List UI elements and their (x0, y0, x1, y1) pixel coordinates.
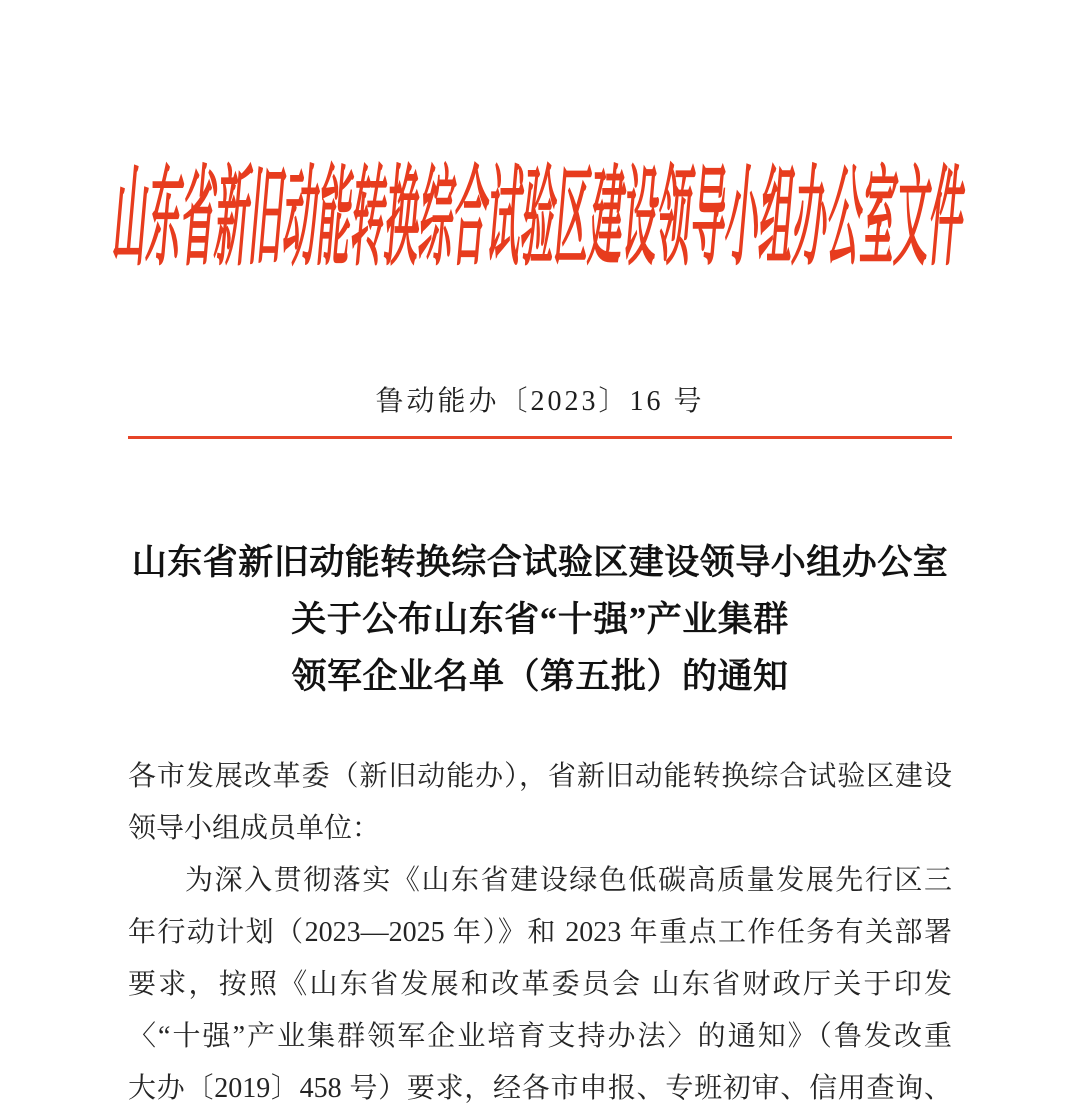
document-title (128, 534, 952, 705)
salutation-line-2: 领导小组成员单位： (128, 813, 381, 844)
title-line-3: 领军企业名单（第五批）的通知 (291, 657, 789, 696)
paragraph-line-4: 〈“十强”产业集群领军企业培育支持办法〉的通知》（鲁发改重 (128, 1021, 952, 1052)
title-line-2: 关于公布山东省“十强”产业集群 (291, 600, 789, 639)
red-header-banner (108, 146, 970, 280)
paragraph-line-2: 年行动计划（2023—2025 年）》和 2023 年重点工作任务有关部署 (128, 917, 952, 948)
document-content-column (108, 146, 970, 1107)
paragraph-line-5: 大办〔2019〕458 号）要求，经各市申报、专班初审、信用查询、 (128, 1073, 952, 1104)
document-number: 鲁动能办〔2023〕16 号 (375, 386, 705, 417)
paragraph-line-1: 为深入贯彻落实《山东省建设绿色低碳高质量发展先行区三 (185, 865, 952, 896)
red-divider-line (128, 436, 952, 439)
paragraph-line-3: 要求，按照《山东省发展和改革委员会 山东省财政厅关于印发 (128, 969, 952, 1000)
title-line-1: 山东省新旧动能转换综合试验区建设领导小组办公室 (131, 543, 949, 582)
banner-title: 山东省新旧动能转换综合试验区建设领导小组办公室文件 (108, 161, 970, 280)
salutation-line-1: 各市发展改革委（新旧动能办），省新旧动能转换综合试验区建设 (128, 761, 952, 792)
document-body (128, 751, 952, 1107)
